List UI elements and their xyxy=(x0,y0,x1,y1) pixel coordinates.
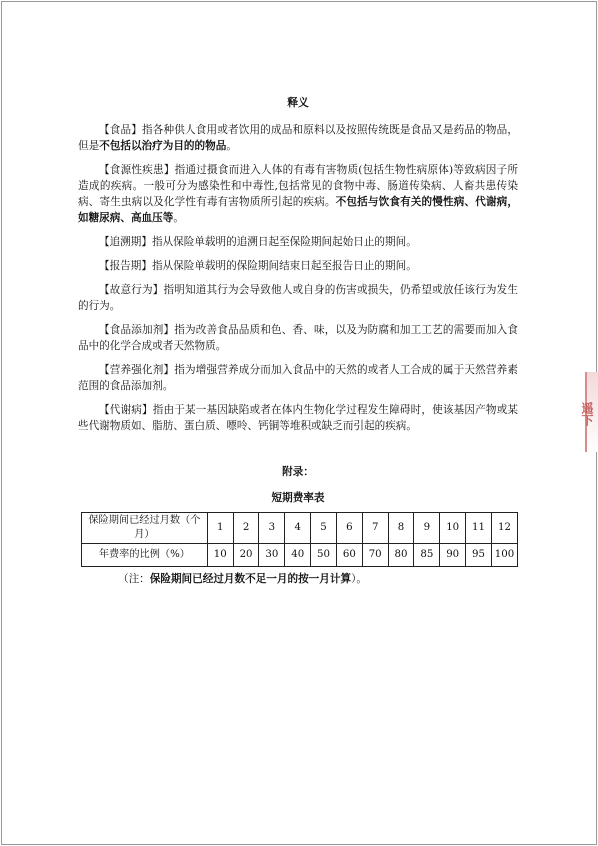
month-cell: 5 xyxy=(311,513,337,544)
month-cell: 7 xyxy=(362,513,388,544)
rate-cell: 20 xyxy=(233,544,259,567)
section-heading: 释义 xyxy=(287,96,309,109)
rate-cell: 40 xyxy=(285,544,311,567)
definition-text: 【食品添加剂】指为改善食品品质和色、香、味，以及为防腐和加工工艺的需要而加入食品中的化学合成或者天然物质。 xyxy=(78,324,518,352)
note-prefix: （注： xyxy=(118,573,150,585)
table-row xyxy=(82,513,518,544)
definition-text: 【报告期】指从保险单载明的保险期间结束日起至报告日止的期间。 xyxy=(99,260,417,272)
definition-text: 【代谢病】指由于某一基因缺陷或者在体内生物化学过程发生障碍时，使该基因产物或某些代谢物质如、脂肪、蛋白质、嘌呤、钙铜等堆积或缺乏而引起的疾病。 xyxy=(78,404,518,432)
table-note xyxy=(118,571,518,587)
rate-header-cell: 年费率的比例（%） xyxy=(82,544,208,567)
definition-paragraph xyxy=(78,402,518,434)
rate-cell: 10 xyxy=(207,544,233,567)
rate-cell: 50 xyxy=(311,544,337,567)
month-cell: 12 xyxy=(491,513,517,544)
rate-cell: 85 xyxy=(414,544,440,567)
definition-tail: 。 xyxy=(226,140,237,152)
note-bold: 保险期间已经过月数不足一月的按一月计算 xyxy=(149,573,352,585)
definition-paragraph xyxy=(78,258,518,274)
definition-text: 【食品】指各种供人食用或者饮用的成品和原料以及按照传统既是食品又是药品的物品，但是 xyxy=(78,124,518,152)
month-cell: 10 xyxy=(440,513,466,544)
month-cell: 11 xyxy=(466,513,492,544)
rate-cell: 95 xyxy=(466,544,492,567)
stamp-text: 遥下 xyxy=(580,402,594,426)
definition-bold-text: 不包括与饮食有关的慢性病、代谢病，如糖尿病、高血压等 xyxy=(78,196,519,224)
definition-text: 【营养强化剂】指为增强营养成分而加入食品中的天然的或者人工合成的属于天然营养素范围的食品添加剂。 xyxy=(78,364,518,392)
document-body xyxy=(78,95,518,587)
rate-cell: 30 xyxy=(259,544,285,567)
rate-cell: 100 xyxy=(491,544,517,567)
rate-cell: 70 xyxy=(362,544,388,567)
table-row xyxy=(82,544,518,567)
month-cell: 1 xyxy=(207,513,233,544)
rate-cell: 90 xyxy=(440,544,466,567)
month-cell: 6 xyxy=(336,513,362,544)
month-cell: 2 xyxy=(233,513,259,544)
definition-text: 【故意行为】指明知道其行为会导致他人或自身的伤害或损失，仍希望或放任该行为发生的行为。 xyxy=(78,284,518,312)
definition-paragraph xyxy=(78,122,518,154)
definition-paragraph xyxy=(78,362,518,394)
note-suffix: ）。 xyxy=(351,573,367,585)
short-term-rate-table xyxy=(81,512,518,567)
definitions-list xyxy=(78,122,518,434)
definition-paragraph xyxy=(78,322,518,354)
rate-table-title: 短期费率表 xyxy=(271,492,325,504)
appendix-title: 附录： xyxy=(282,466,314,478)
definition-paragraph xyxy=(78,234,518,250)
definition-bold-text: 不包括以治疗为目的的物品 xyxy=(99,140,227,152)
month-cell: 9 xyxy=(414,513,440,544)
definition-paragraph xyxy=(78,282,518,314)
rate-cell: 60 xyxy=(336,544,362,567)
rate-cell: 80 xyxy=(388,544,414,567)
definition-text: 【食源性疾患】指通过摄食而进入人体的有毒有害物质(包括生物性病原体)等致病因子所造成的疾病。一般可分为感染性和中毒性,包括常见的食物中毒、肠道传染病、人畜共患传染病、寄生虫病以及化学性有毒有害物质所引起的疾病。 xyxy=(78,164,518,208)
month-cell: 3 xyxy=(259,513,285,544)
month-cell: 8 xyxy=(388,513,414,544)
definition-tail: 。 xyxy=(173,212,184,224)
months-header-cell: 保险期间已经过月数（个月） xyxy=(82,513,208,544)
definition-paragraph xyxy=(78,162,518,226)
month-cell: 4 xyxy=(285,513,311,544)
definition-text: 【追溯期】指从保险单载明的追溯日起至保险期间起始日止的期间。 xyxy=(99,236,417,248)
side-seal-stamp xyxy=(580,372,598,452)
